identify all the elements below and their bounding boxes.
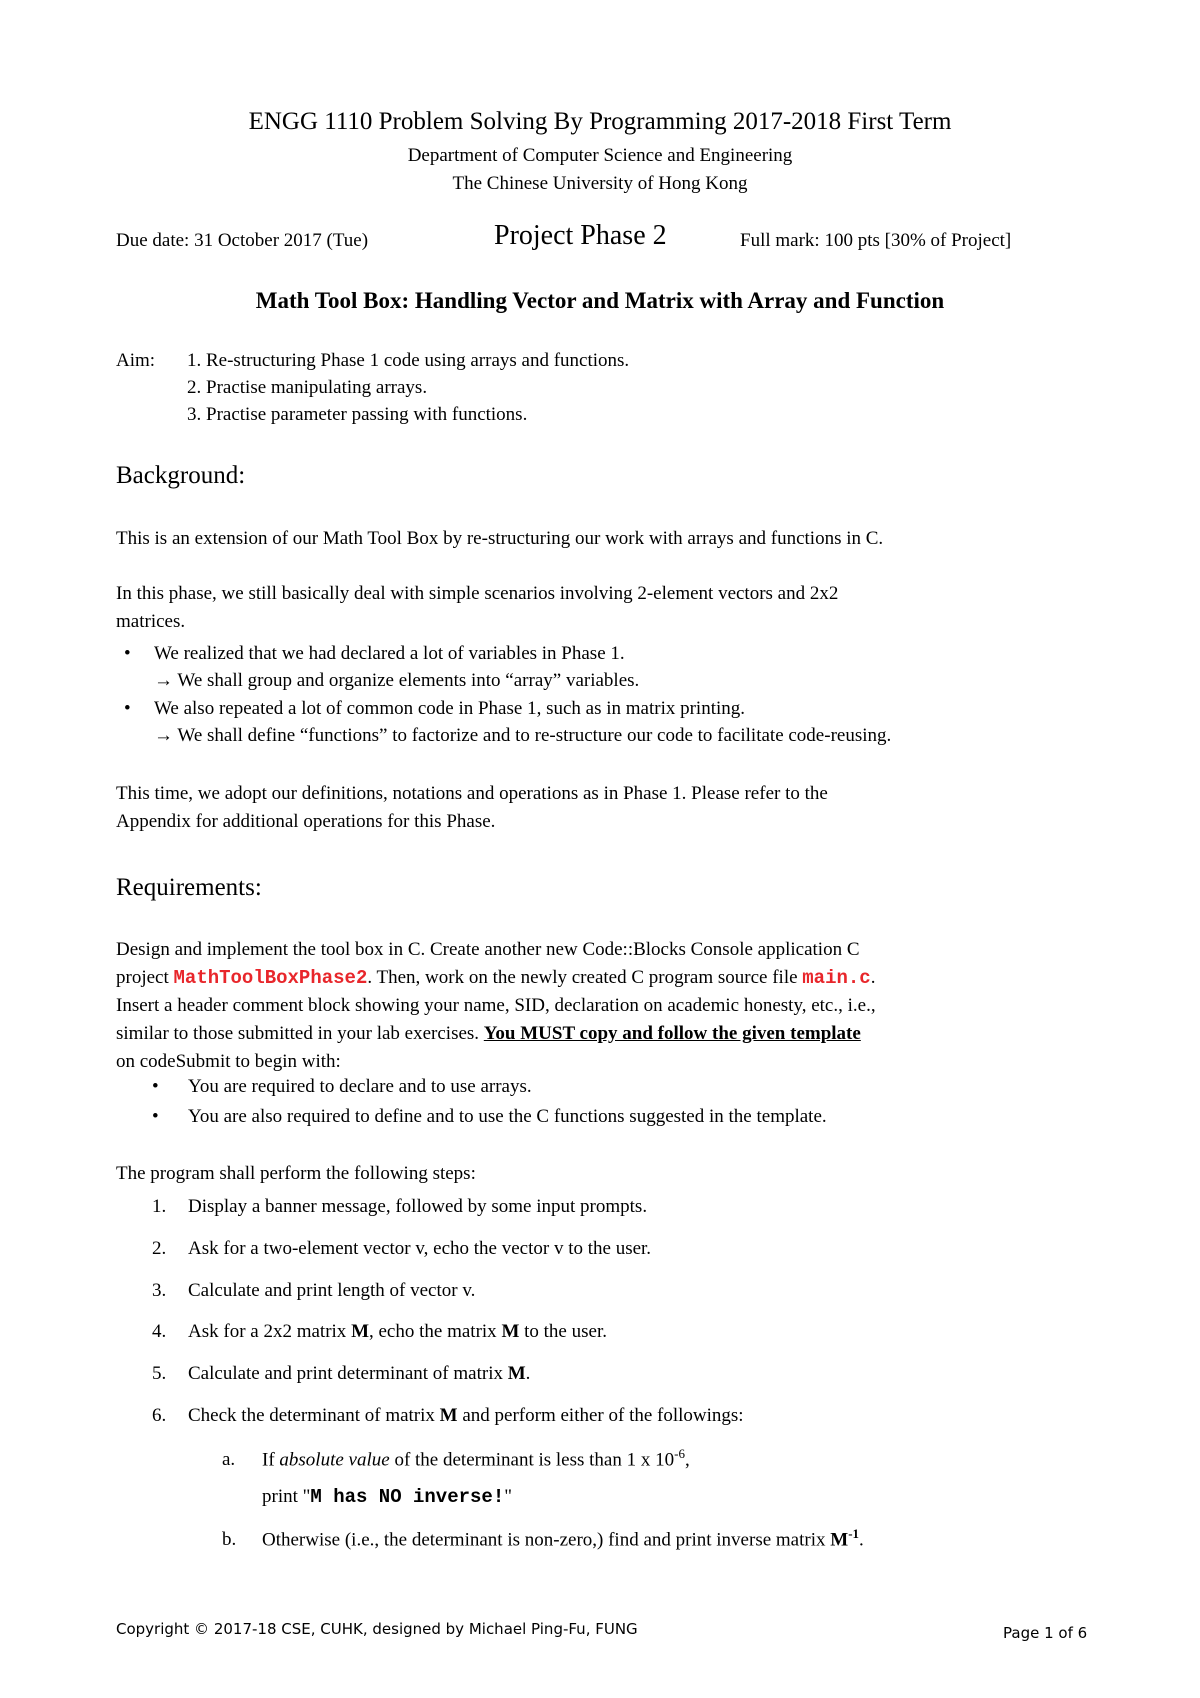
footer-copyright: Copyright © 2017-18 CSE, CUHK, designed by Michael Ping-Fu, FUNG: [116, 1620, 638, 1638]
project-name-code: MathToolBoxPhase2: [173, 967, 368, 989]
step-text: .: [525, 1363, 531, 1384]
paragraph-line: on codeSubmit to begin with:: [116, 1051, 341, 1072]
step-number: 2.: [152, 1238, 167, 1259]
due-date: Due date: 31 October 2017 (Tue): [116, 230, 369, 251]
background-paragraph-3: [116, 780, 1106, 836]
step-number: 1.: [152, 1196, 167, 1217]
project-phase: Project Phase 2: [494, 220, 667, 251]
matrix-symbol: M: [439, 1405, 458, 1426]
step-number: 3.: [152, 1280, 167, 1301]
bullet-text: You are required to declare and to use arrays.: [188, 1076, 532, 1097]
sub-step-a-print: [262, 1486, 512, 1508]
aim-item: 1. Re-structuring Phase 1 code using arrays and functions.: [187, 350, 630, 371]
step-item: [152, 1280, 475, 1302]
bullet-item: [152, 1106, 827, 1128]
background-paragraph-2: [116, 580, 1106, 636]
department-name: Department of Computer Science and Engineering: [407, 145, 793, 166]
bullet-text: We realized that we had declared a lot of variables in Phase 1.: [154, 643, 625, 664]
paragraph-line: [116, 1020, 1106, 1048]
paragraph-line: This time, we adopt our definitions, notations and operations as in Phase 1. Please refer to the: [116, 783, 828, 804]
must-copy-template-notice: You MUST copy and follow the given template: [483, 1023, 861, 1044]
source-file-code: main.c: [802, 967, 871, 989]
document-title: Math Tool Box: Handling Vector and Matrix with Array and Function: [255, 288, 945, 313]
steps-intro: The program shall perform the following steps:: [116, 1163, 476, 1184]
step-text: Ask for a two-element vector v, echo the vector v to the user.: [188, 1238, 652, 1259]
paragraph-line: Design and implement the tool box in C. Create another new Code::Blocks Console application C: [116, 939, 860, 960]
requirements-paragraph: [116, 936, 1106, 1076]
no-inverse-message-code: M has NO inverse!: [310, 1486, 505, 1508]
step-item: [152, 1363, 530, 1385]
exponent: -1: [848, 1526, 860, 1541]
step-item: [152, 1196, 647, 1218]
text-span: . Then, work on the newly created C program source file: [367, 967, 803, 988]
matrix-symbol: M: [830, 1529, 849, 1551]
step-text: Ask for a 2x2 matrix: [188, 1321, 352, 1342]
bullet-icon: •: [152, 1106, 159, 1127]
text-span: ,: [684, 1449, 690, 1471]
text-span: project: [116, 967, 174, 988]
bullet-icon: •: [124, 698, 131, 719]
background-heading: Background:: [116, 462, 246, 489]
text-span: of the determinant is less than 1 x 10: [389, 1449, 675, 1471]
bullet-item: [124, 643, 625, 665]
sub-step-label: b.: [222, 1529, 237, 1551]
bullet-icon: •: [152, 1076, 159, 1097]
course-title: ENGG 1110 Problem Solving By Programming 2017-2018 First Term: [248, 108, 952, 135]
step-text: Calculate and print length of vector v.: [188, 1280, 476, 1301]
step-text: Check the determinant of matrix: [188, 1405, 440, 1426]
step-item: [152, 1238, 651, 1260]
bullet-item: [152, 1076, 532, 1098]
aim-item: 2. Practise manipulating arrays.: [187, 377, 428, 398]
aim-label: Aim:: [116, 350, 156, 371]
paragraph-line: [116, 964, 1106, 992]
bullet-icon: •: [124, 643, 131, 664]
arrow-right-icon: →: [154, 670, 173, 691]
italic-term: absolute value: [279, 1449, 390, 1471]
paragraph-line: Insert a header comment block showing your name, SID, declaration on academic honesty, etc., i.e.,: [116, 995, 876, 1016]
step-item: [152, 1321, 607, 1343]
bullet-item: [124, 698, 745, 720]
step-text: Calculate and print determinant of matrix: [188, 1363, 508, 1384]
arrow-item: [154, 670, 639, 692]
text-span: similar to those submitted in your lab exercises.: [116, 1023, 484, 1044]
matrix-symbol: M: [351, 1321, 369, 1342]
step-text: Display a banner message, followed by some input prompts.: [188, 1196, 648, 1217]
university-name: The Chinese University of Hong Kong: [452, 173, 748, 194]
matrix-symbol: M: [507, 1363, 526, 1384]
text-span: .: [859, 1529, 864, 1551]
step-text: to the user.: [519, 1321, 607, 1342]
background-paragraph-1: This is an extension of our Math Tool Box by re-structuring our work with arrays and functions in C.: [116, 528, 884, 549]
arrow-text: We shall group and organize elements into “array” variables.: [177, 670, 640, 691]
paragraph-line: In this phase, we still basically deal with simple scenarios involving 2-element vectors and 2x2: [116, 583, 839, 604]
aim-item: 3. Practise parameter passing with functions.: [187, 404, 528, 425]
step-item: [152, 1405, 744, 1427]
sub-step-b: [222, 1526, 864, 1551]
requirements-heading: Requirements:: [116, 874, 262, 901]
arrow-item: [154, 725, 891, 747]
bullet-text: We also repeated a lot of common code in Phase 1, such as in matrix printing.: [154, 698, 746, 719]
step-text: and perform either of the followings:: [457, 1405, 744, 1426]
text-span: Otherwise (i.e., the determinant is non-zero,) find and print inverse matrix: [262, 1529, 831, 1551]
step-text: , echo the matrix: [369, 1321, 502, 1342]
text-span: If: [262, 1449, 280, 1471]
full-mark: Full mark: 100 pts [30% of Project]: [740, 230, 1012, 251]
step-number: 4.: [152, 1321, 167, 1342]
step-number: 5.: [152, 1363, 167, 1384]
paragraph-line: Appendix for additional operations for this Phase.: [116, 811, 496, 832]
text-span: .: [870, 967, 876, 988]
arrow-right-icon: →: [154, 725, 173, 746]
arrow-text: We shall define “functions” to factorize and to re-structure our code to facilitate code-reusing.: [177, 725, 892, 746]
matrix-symbol: M: [501, 1321, 520, 1342]
footer-page-number: Page 1 of 6: [1003, 1624, 1088, 1642]
sub-step-label: a.: [222, 1449, 236, 1471]
paragraph-line: matrices.: [116, 611, 186, 632]
text-span: ": [504, 1486, 512, 1507]
sub-step-a: [222, 1446, 690, 1471]
text-span: print ": [262, 1486, 311, 1507]
bullet-text: You are also required to define and to use the C functions suggested in the template.: [188, 1106, 827, 1127]
exponent: -6: [674, 1446, 685, 1461]
step-number: 6.: [152, 1405, 167, 1426]
